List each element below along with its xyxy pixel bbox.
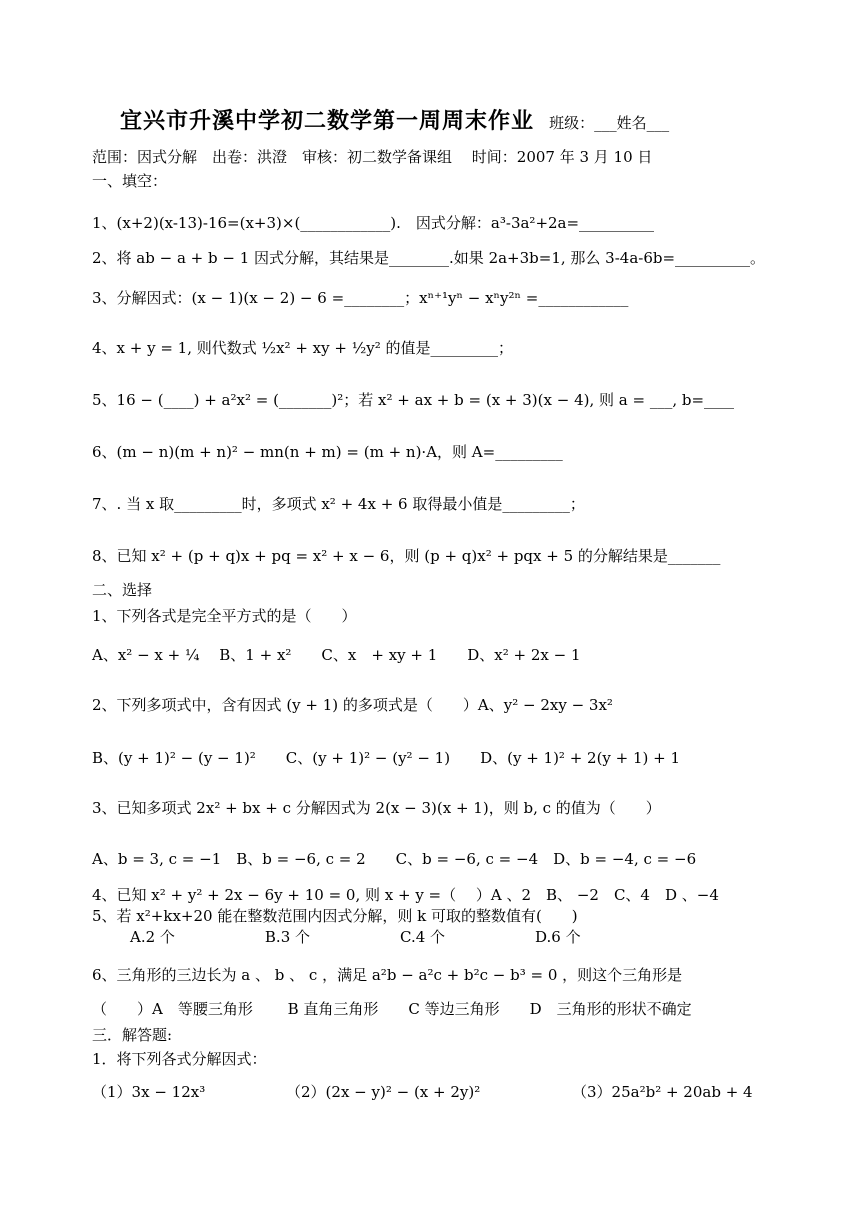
question-1-3: 3、分解因式：(x − 1)(x − 2) − 6 =________；xⁿ⁺¹yⁿ − xⁿy²ⁿ =____________ <box>92 289 629 307</box>
question-1-8: 8、已知 x² + (p + q)x + pq = x² + x − 6，则 (p + q)x² + pqx + 5 的分解结果是_______ <box>92 547 721 565</box>
section-heading-choice: 二、选择 <box>92 581 153 599</box>
page-title: 宜兴市升溪中学初二数学第一周周末作业 <box>120 108 535 134</box>
question-1-6: 6、(m − n)(m + n)² − mn(n + m) = (m + n)·A，则 A=_________ <box>92 443 563 461</box>
question-3-1-part-3: （3）25a²b² + 20ab + 4 <box>572 1083 753 1101</box>
question-2-6-options: （ ）A 等腰三角形 B 直角三角形 C 等边三角形 D 三角形的形状不确定 <box>92 1000 692 1018</box>
question-2-4: 4、已知 x² + y² + 2x − 6y + 10 = 0, 则 x + y =（ ）A 、2 B、 −2 C、4 D 、−4 <box>92 886 719 904</box>
question-2-6: 6、三角形的三边长为 a 、 b 、 c ，满足 a²b − a²c + b²c − b³ = 0 ，则这个三角形是 <box>92 966 683 984</box>
question-3-1: 1．将下列各式分解因式： <box>92 1050 267 1068</box>
class-name-field: 班级：___姓名___ <box>549 114 670 132</box>
question-1-5: 5、16 − (____) + a²x² = (_______)²；若 x² + ax + b = (x + 3)(x − 4), 则 a = ___, b=____ <box>92 391 735 409</box>
question-2-1-options: A、x² − x + ¼ B、1 + x² C、x + xy + 1 D、x² + 2x − 1 <box>92 646 581 664</box>
question-1-7: 7、. 当 x 取_________时，多项式 x² + 4x + 6 取得最小值是_________； <box>92 495 585 513</box>
header <box>120 104 669 135</box>
question-1-4: 4、x + y = 1, 则代数式 ½x² + xy + ½y² 的值是_________； <box>92 339 513 357</box>
question-1-1: 1、(x+2)(x-13)-16=(x+3)×(____________). 因式分解：a³-3a²+2a=__________ <box>92 214 655 232</box>
question-2-1: 1、下列各式是完全平方式的是（ ） <box>92 607 357 625</box>
question-2-5-options: A.2 个 B.3 个 C.4 个 D.6 个 <box>130 928 581 946</box>
question-2-3: 3、已知多项式 2x² + bx + c 分解因式为 2(x − 3)(x + 1)，则 b, c 的值为（ ） <box>92 799 661 817</box>
question-3-1-part-1: （1）3x − 12x³ <box>92 1083 206 1101</box>
question-2-3-options: A、b = 3, c = −1 B、b = −6, c = 2 C、b = −6, c = −4 D、b = −4, c = −6 <box>92 850 697 868</box>
question-2-2-options: B、(y + 1)² − (y − 1)² C、(y + 1)² − (y² − 1) D、(y + 1)² + 2(y + 1) + 1 <box>92 749 681 767</box>
question-1-2: 2、将 ab − a + b − 1 因式分解，其结果是________.如果 2a+3b=1, 那么 3-4a-6b=__________。 <box>92 249 766 267</box>
question-3-1-part-2: （2）(2x − y)² − (x + 2y)² <box>286 1083 481 1101</box>
header-meta: 范围：因式分解 出卷：洪澄 审核：初二数学备课组 时间：2007 年 3 月 10 日 <box>92 148 653 166</box>
question-2-5: 5、若 x²+kx+20 能在整数范围内因式分解，则 k 可取的整数值有( ) <box>92 907 578 925</box>
section-heading-fill: 一、填空： <box>92 172 168 190</box>
question-2-2: 2、下列多项式中，含有因式 (y + 1) 的多项式是（ ）A、y² − 2xy − 3x² <box>92 696 613 714</box>
section-heading-solve: 三．解答题: <box>92 1026 173 1044</box>
